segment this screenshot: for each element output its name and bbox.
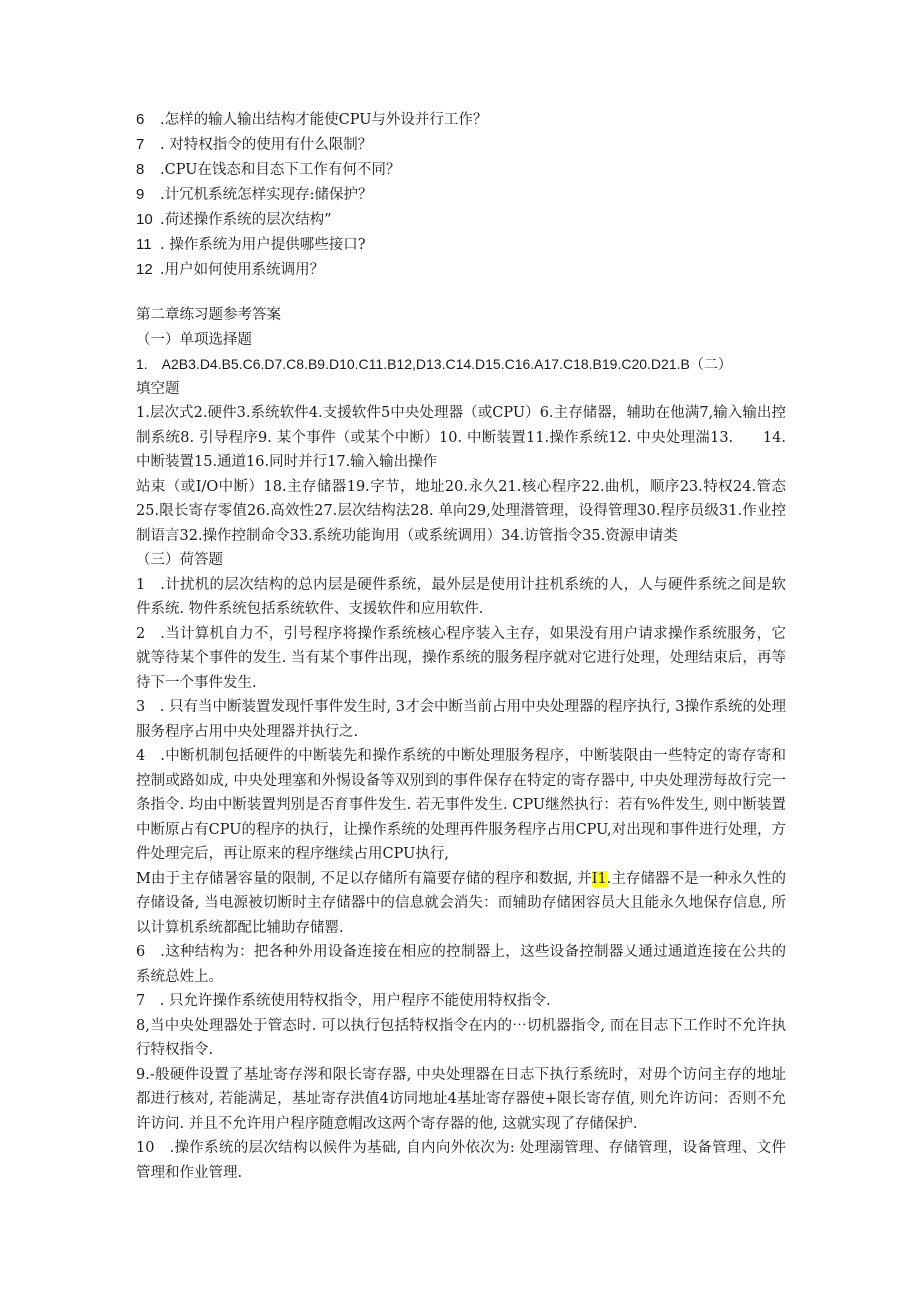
question-8 (136, 160, 400, 180)
answer-section (136, 303, 786, 1185)
question-text: . 对特权指令的使用有什么限制？ (160, 137, 373, 153)
short-answer-10: 10 .操作系统的层次结构以候件为基础, 自内向外依次为: 处理溺管理、存储管理，设备管理、文件管理和作业管理. (136, 1140, 786, 1181)
short-answer-5-pre: M由于主存储暑容量的限制, 不足以存储所有篇要存储的程序和数据, 并 (136, 870, 592, 887)
question-9 (136, 185, 373, 205)
single-choice-answers: 1. A2B3.D4.B5.C6.D7.C8.B9.D10.C11.B12,D13.C14.D15.C16.A17.C18.B19.C20.D21.B（二） (136, 356, 732, 372)
highlighted-text: I1 (591, 870, 607, 887)
question-number: 11 (136, 236, 152, 253)
question-number: 9 (136, 186, 145, 203)
short-answer-2: 2 .当计算机自力不，引号程序将操作系统核心程序装入主存，如果没有用户请求操作系统服务，它就等待某个事件的发生. 当有某个事件出现，操作系统的服务程序就对它进行处理，处理结束后，再等待下一个事件发生. (136, 625, 786, 691)
short-answer-5-post: .主存储器不是一种永久性的存储设备, 当电源被切断时主存储器中的信息就会消失：而辅助存储困容员大且能永久地保存信息, 所以计算机系统都配比辅助存储罂. (136, 870, 787, 936)
question-number: 10 (136, 211, 153, 228)
question-10 (136, 210, 332, 230)
short-answer-1: 1 .计扰机的层次结构的总内层是硬件系统，最外层是使用计拄机系统的人，人与硬件系统之间是软件系统. 物件系统包括系统软件、支援软件和应用软件. (136, 576, 786, 617)
question-number: 7 (136, 136, 145, 153)
short-answer-8: 8,当中央处理器处于管态时. 可以执行包括特权指令在内的⋯切机器指令, 而在目志下工作时不允许执行特权指令. (136, 1017, 786, 1058)
question-text: .CPU在饯态和目态下工作有何不同？ (160, 162, 401, 178)
short-answer-3: 3 . 只有当中断装置发现忏事件发生时, 3才会中断当前占用中央处理器的程序执行, 3操作系统的处理服务程序占用中央处理器并执行之. (136, 699, 786, 740)
question-text: .用户如何使用系统调用？ (160, 262, 325, 278)
short-answer-5 (136, 867, 786, 941)
question-number: 12 (136, 261, 153, 278)
section-title-single-choice: （一）单项选择题 (136, 331, 252, 348)
question-11 (136, 235, 366, 255)
fill-blank-answers-part2: 站束（或I/O中断）18.主存储器19.字节，地址20.永久21.核心程序22.曲机，顺序23.特权24.管态25.限长寄存零值26.高效性27.层次结构法28. 单向29,处理潜管理，设得管理30.程序员级31.作业控制语言32.操作控制命令33.系统功能询用（或系统调用）34.访管指令35.资源申请类 (136, 478, 786, 544)
short-answer-9: 9.-般硬件设置了基址寄存涔和限长寄存器, 中央处理器在日志下执行系统时，对毋个访问主存的地址都进行核对, 若能满足，基址寄存洪值4访同地址4基址寄存器使+限长寄存值, 则允许访问：否则不允许访问. 并且不允许用户程序随意帽改这两个寄存器的他, 这就实现了存储保护. (136, 1066, 786, 1132)
question-text: .荷述操作系统的层次结构” (160, 212, 332, 228)
section-title-short-answer: （三）荷答题 (136, 552, 223, 568)
short-answer-7: 7 . 只允许操作系统使用特权指令，用户程序不能使用特权指令. (136, 993, 551, 1009)
short-answer-6: 6 .这种结构为：把各种外用设备连接在相应的控制器上，这些设备控制器乂通过通道连接在公共的系统总姓上。 (136, 944, 786, 985)
question-number: 8 (136, 161, 145, 178)
question-6 (136, 110, 487, 130)
question-7 (136, 135, 372, 155)
fill-blank-answers-part1: 1.层次式2.硬件3.系统软件4.支援软件5中央处理器（或CPU）6.主存储器，辅助在他满7,输入输出控制系统8. 引导程序9. 某个事件（或某个中断）10. 中断装置11.操作系统12. 中央处理湍13. 14.中断装置15.通道16.同时并行17.输入输出操作 (136, 405, 786, 470)
short-answer-4: 4 .中断机制包括硬件的中断装先和操作系统的中断处理服务程序，中断装限由一些特定的寄存寄和控制或路如成, 中央处理塞和外惕设备等双别到的事件保存在特定的寄存器中, 中央处理涝每故行完一条指令. 均由中断装置判别是否育事件发生. 若无事件发生. CPU继然执行：若有%件发生, 则中断装置中断原占有CPU的程序的执行，让操作系统的处理再件服务程序占用CPU,对出现和事件进行处理，方件处理完后，再让原来的程序继续占用CPU执行, (136, 748, 786, 862)
question-text: .怎样的输人输出结构才能使CPU与外设并行工作？ (160, 112, 488, 128)
section-title-fill-blank: 填空题 (136, 380, 180, 397)
question-12 (136, 260, 324, 280)
chapter-title: 第二章练习题参考答案 (136, 307, 281, 323)
question-text: . 操作系统为用户提供哪些接口? (160, 237, 366, 253)
question-number: 6 (136, 111, 145, 128)
question-text: .计冗机系统怎样实现存:储保护？ (160, 187, 373, 203)
